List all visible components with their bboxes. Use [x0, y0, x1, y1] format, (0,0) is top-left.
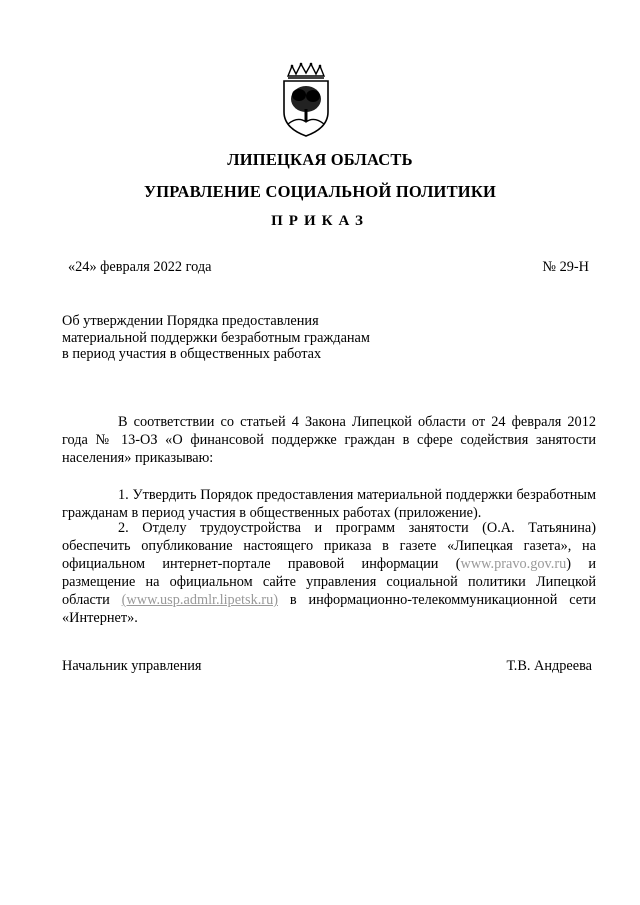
- pravo-link[interactable]: www.pravo.gov.ru: [460, 556, 567, 572]
- doc-type-heading: ПРИКАЗ: [271, 213, 369, 229]
- item-1-paragraph: 1. Утвердить Порядок предоставления материальной поддержки безработным гражданам в период участия в общественных работах (приложение).: [62, 487, 596, 521]
- order-number: № 29-Н: [542, 259, 589, 275]
- order-title: [62, 313, 370, 363]
- signature-name: Т.В. Андреева: [506, 658, 592, 674]
- title-line: в период участия в общественных работах: [62, 346, 322, 362]
- region-heading: ЛИПЕЦКАЯ ОБЛАСТЬ: [227, 150, 413, 169]
- order-date: «24» февраля 2022 года: [68, 259, 212, 275]
- usp-site-link[interactable]: (www.usp.admlr.lipetsk.ru): [121, 592, 278, 608]
- item-2-text: ) и размещение на официальном сайте управления социальной политики Липецкой области: [62, 556, 596, 608]
- item-2-paragraph: [62, 519, 596, 627]
- title-line: Об утверждении Порядка предоставления: [62, 313, 319, 329]
- item-2-text: в информационно-телекоммуникационной сети «Интернет».: [62, 592, 596, 626]
- title-line: материальной поддержки безработным гражданам: [62, 329, 370, 346]
- coat-of-arms-emblem: [278, 62, 334, 138]
- item-2-text: 2. Отделу трудоустройства и программ занятости (О.А. Татьянина) обеспечить опубликование настоящего приказа в газете «Липецкая газета», на официальном интернет-портале правовой информации (: [62, 520, 596, 572]
- department-heading: УПРАВЛЕНИЕ СОЦИАЛЬНОЙ ПОЛИТИКИ: [143, 182, 497, 201]
- signature-position: Начальник управления: [62, 658, 202, 674]
- preamble-paragraph: В соответствии со статьей 4 Закона Липецкой области от 24 февраля 2012 года № 13-ОЗ «О финансовой поддержке граждан в сфере содействия занятости населения» приказываю:: [62, 414, 596, 466]
